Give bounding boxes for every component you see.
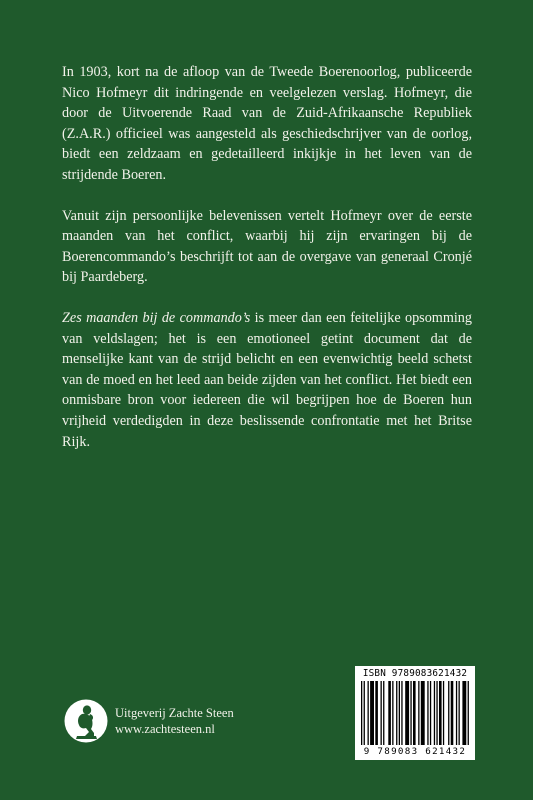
barcode-bar	[448, 681, 449, 745]
barcode-bar	[401, 681, 402, 745]
barcode-bar	[456, 681, 457, 745]
barcode-bar	[430, 681, 431, 745]
barcode-bar	[381, 681, 382, 745]
barcode-bar	[413, 681, 416, 745]
barcode-bar	[427, 681, 428, 745]
barcode-bar	[388, 681, 391, 745]
barcode-bar	[392, 681, 393, 745]
barcode-bar	[468, 681, 469, 745]
barcode-bar	[364, 681, 365, 745]
isbn-label: ISBN 9789083621432	[362, 668, 468, 679]
barcode-bar	[361, 681, 362, 745]
blurb-paragraph-3	[62, 308, 472, 452]
barcode-bar	[399, 681, 400, 745]
barcode-bar	[368, 681, 369, 745]
barcode-bar	[405, 681, 409, 745]
barcode-bar	[410, 681, 411, 745]
barcode-bar	[370, 681, 374, 745]
book-title-italic: Zes maanden bij de commando’s	[62, 309, 251, 326]
barcode-digits: 9 789083 621432	[363, 746, 467, 757]
publisher-website[interactable]: www.zachtesteen.nl	[115, 722, 215, 736]
publisher-text	[115, 705, 234, 737]
barcode-bar	[451, 681, 454, 745]
barcode-bar	[439, 681, 442, 745]
publisher-block	[63, 698, 283, 744]
isbn-barcode	[355, 666, 475, 760]
barcode-bar	[434, 681, 435, 745]
blurb-paragraph-2: Vanuit zijn persoonlijke belevenissen vertelt Hofmeyr over de eerste maanden van het conflict, waarbij hij zijn ervaringen bij de Boerencommando’s beschrijft tot aan de overgave van generaal Cronjé bij Paardeberg.	[62, 207, 472, 286]
barcode-bar	[418, 681, 419, 745]
blurb-paragraph-3-body: is meer dan een feitelijke opsomming van veldslagen; het is een emotioneel getint document dat de menselijke kant van de strijd belicht en een evenwichtig beeld schetst van de moed en het leed aan beide zijden van het conflict. Het biedt een onmisbare bron voor iedereen die wil begrijpen hoe de Boeren hun vrijheid verdedigden in deze beslissende confrontatie met het Britse Rijk.	[62, 309, 472, 450]
blurb-text	[62, 62, 472, 452]
publisher-name: Uitgeverij Zachte Steen	[115, 706, 234, 720]
barcode-bars	[359, 681, 471, 745]
barcode-bar	[459, 681, 460, 745]
barcode-bar	[383, 681, 384, 745]
blurb-paragraph-1: In 1903, kort na de afloop van de Tweede Boerenoorlog, publiceerde Nico Hofmeyr dit indringende en veelgelezen verslag. Hofmeyr, die door de Uitvoerende Raad van de Zuid-Afrikaansche Republiek (Z.A.R.) officieel was aangesteld als geschiedschrijver van de oorlog, biedt een zeldzaam en gedetailleerd inkijkje in het leven van de strijdende Boeren.	[62, 64, 472, 183]
barcode-bar	[375, 681, 378, 745]
barcode-bar	[436, 681, 437, 745]
barcode-bar	[421, 681, 425, 745]
thinker-statue-icon	[63, 698, 109, 744]
barcode-bar	[443, 681, 444, 745]
barcode-bar	[462, 681, 466, 745]
barcode-bar	[396, 681, 397, 745]
